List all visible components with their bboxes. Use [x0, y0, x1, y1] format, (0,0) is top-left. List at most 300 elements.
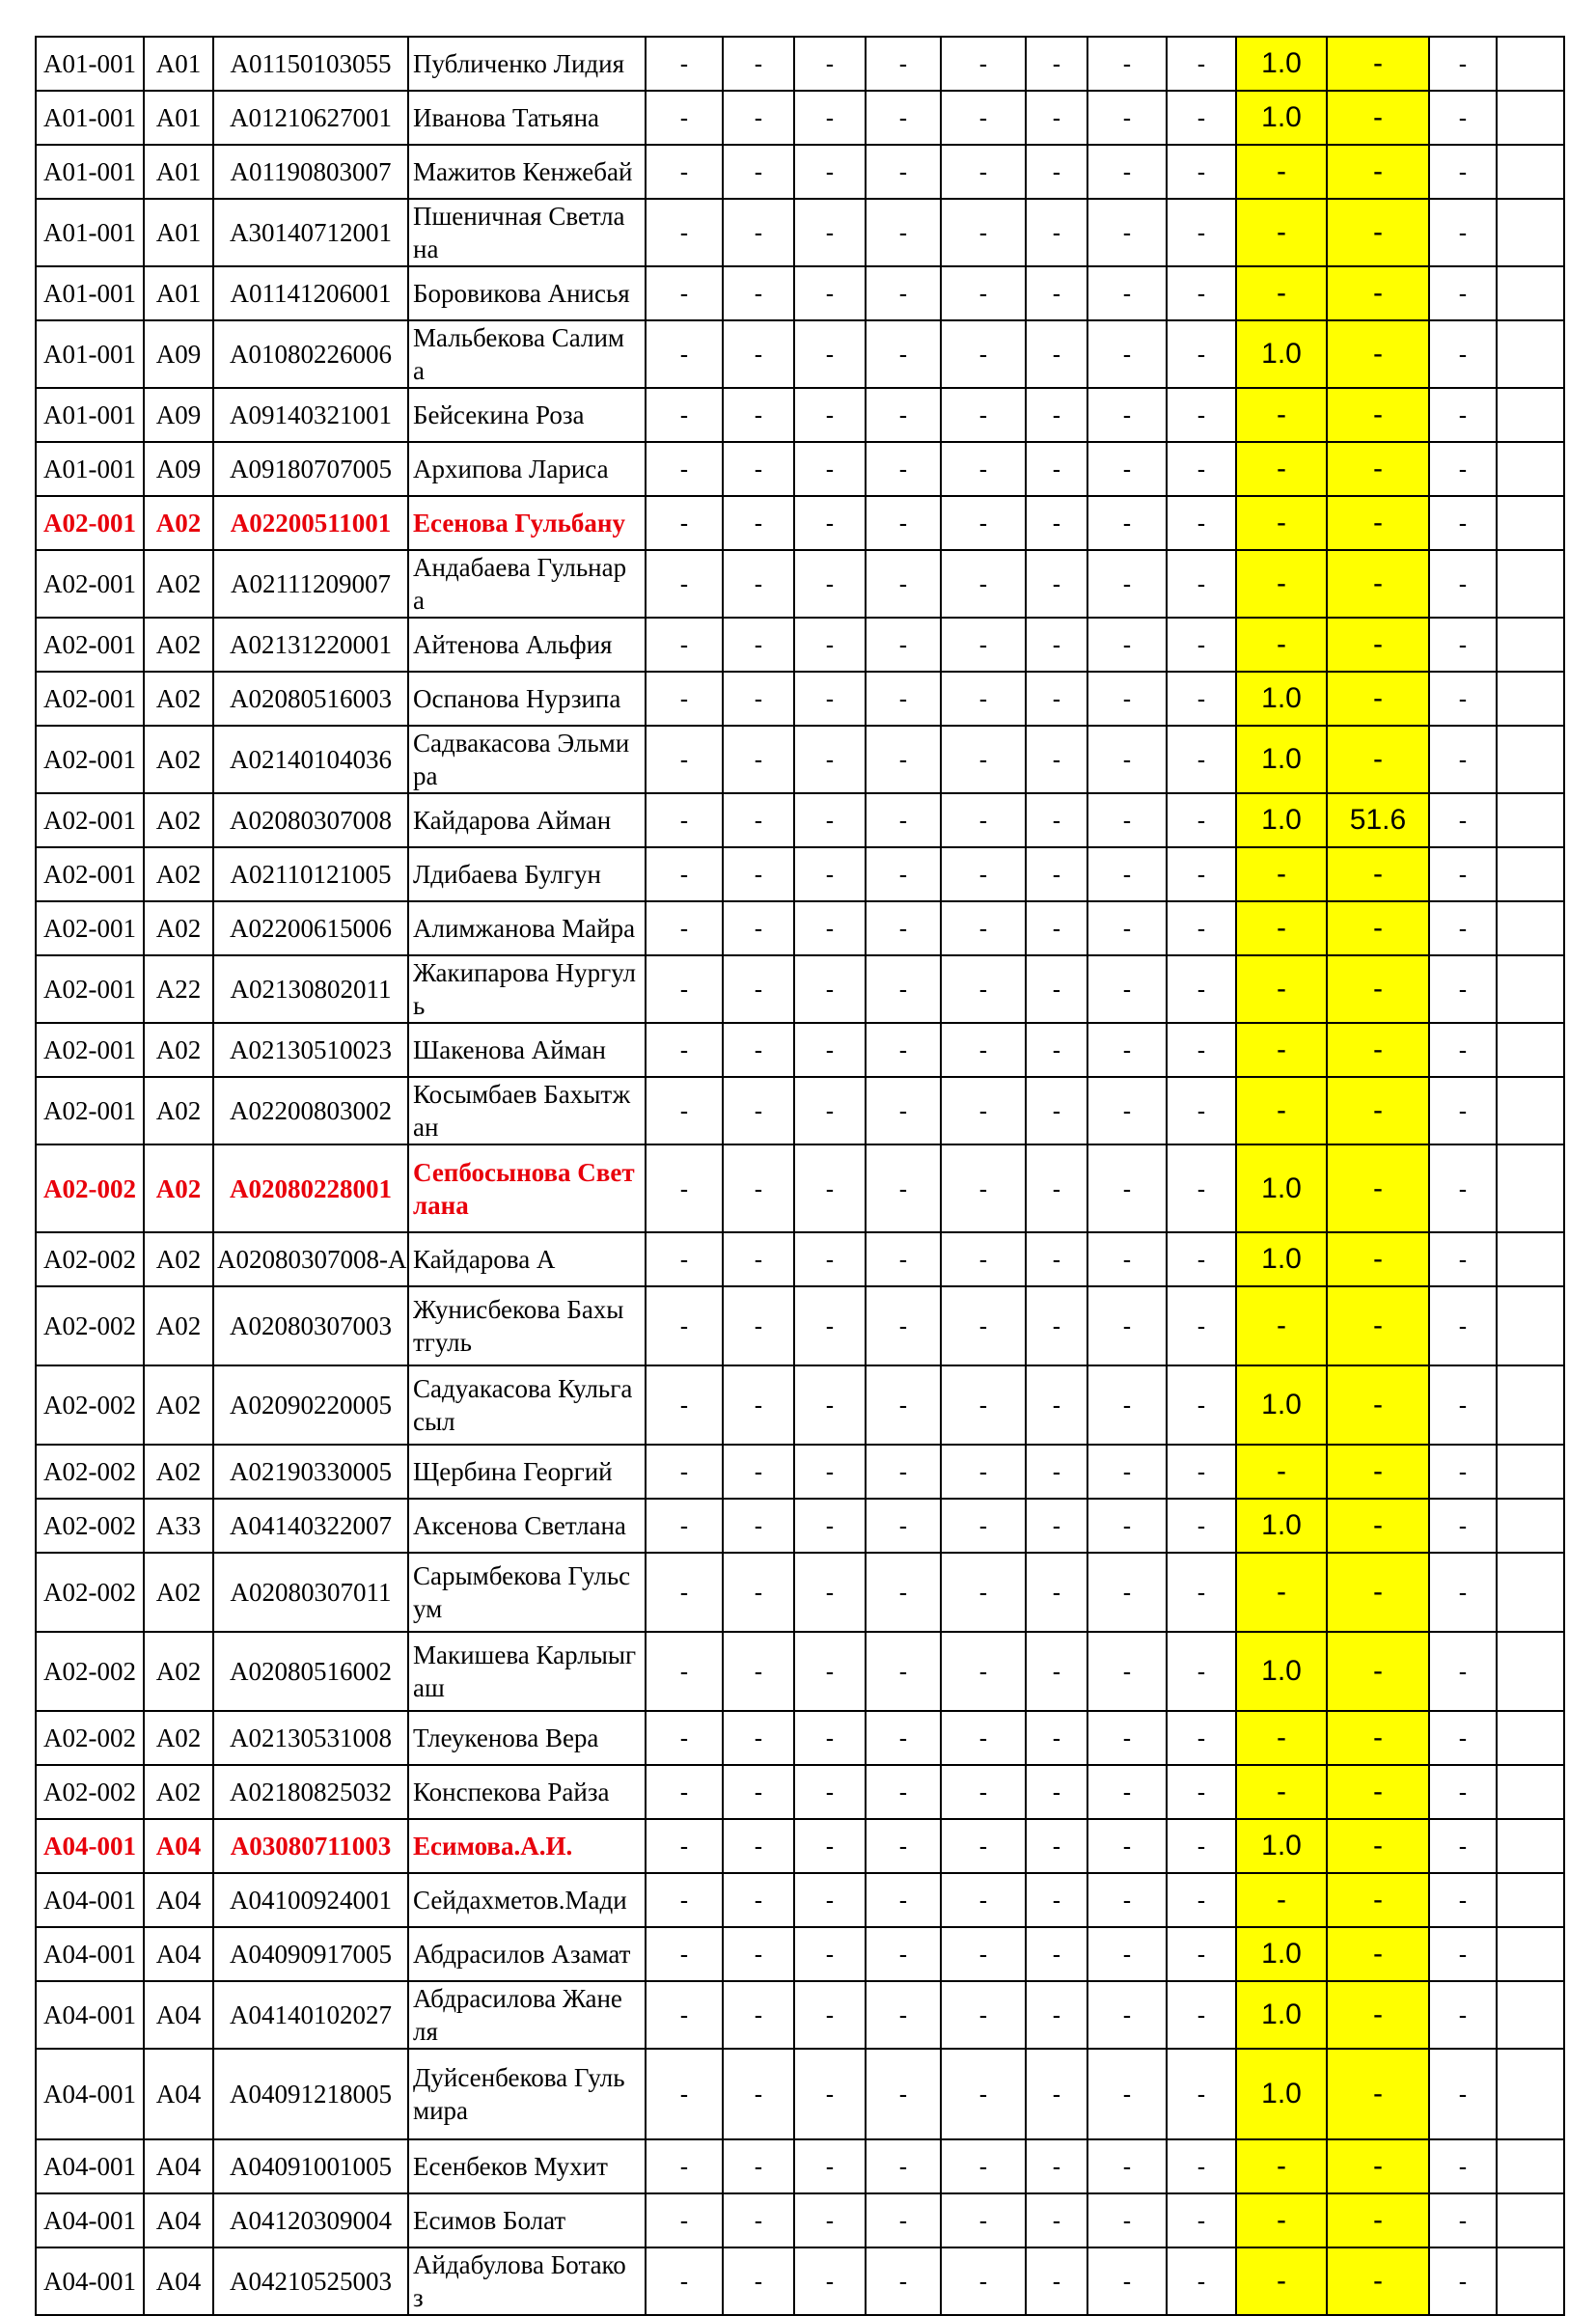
blank-cell — [1497, 199, 1564, 266]
group-code-cell: A02-002 — [36, 1553, 144, 1632]
empty-value-cell: - — [941, 37, 1026, 91]
person-name: Бейсекина Роза — [413, 400, 585, 429]
empty-value-cell: - — [1429, 2139, 1497, 2193]
empty-value-cell: - — [1087, 672, 1167, 726]
empty-value-cell: - — [941, 955, 1026, 1023]
empty-value-cell: - — [1026, 726, 1087, 793]
person-name-cell — [408, 672, 646, 726]
account-id-cell: A02080516002 — [213, 1632, 408, 1711]
empty-value-cell: - — [941, 1765, 1026, 1819]
empty-value-cell: - — [794, 618, 866, 672]
account-id-cell: A03080711003 — [213, 1819, 408, 1873]
empty-value-cell: - — [646, 199, 723, 266]
highlight-value-cell: - — [1327, 1286, 1429, 1365]
empty-value-cell: - — [1087, 1632, 1167, 1711]
account-id-cell: A01150103055 — [213, 37, 408, 91]
empty-value-cell: - — [723, 1077, 794, 1144]
empty-value-cell: - — [941, 1819, 1026, 1873]
person-name-cell — [408, 1819, 646, 1873]
empty-value-cell: - — [794, 901, 866, 955]
group-code-cell: A04-001 — [36, 1981, 144, 2049]
blank-cell — [1497, 266, 1564, 320]
blank-cell — [1497, 726, 1564, 793]
person-name: Есимов Болат — [413, 2206, 566, 2235]
empty-value-cell: - — [1026, 496, 1087, 550]
highlight-value-cell: - — [1236, 2247, 1327, 2315]
empty-value-cell: - — [866, 1765, 941, 1819]
highlight-value-cell: - — [1327, 1445, 1429, 1499]
empty-value-cell: - — [1026, 1077, 1087, 1144]
empty-value-cell: - — [1429, 550, 1497, 618]
empty-value-cell: - — [794, 37, 866, 91]
empty-value-cell: - — [794, 1632, 866, 1711]
empty-value-cell: - — [794, 496, 866, 550]
table-row — [36, 1499, 1564, 1553]
empty-value-cell: - — [866, 550, 941, 618]
empty-value-cell: - — [723, 37, 794, 91]
person-name-cell — [408, 1445, 646, 1499]
highlight-value-cell: - — [1236, 1873, 1327, 1927]
blank-cell — [1497, 1286, 1564, 1365]
highlight-value-cell: - — [1236, 1765, 1327, 1819]
empty-value-cell: - — [1167, 1499, 1236, 1553]
highlight-value-cell: - — [1236, 496, 1327, 550]
empty-value-cell: - — [1087, 1232, 1167, 1286]
empty-value-cell: - — [866, 2193, 941, 2247]
empty-value-cell: - — [723, 1711, 794, 1765]
branch-code-cell: A02 — [144, 1232, 213, 1286]
branch-code-cell: A02 — [144, 1023, 213, 1077]
blank-cell — [1497, 1445, 1564, 1499]
branch-code-cell: A02 — [144, 1445, 213, 1499]
empty-value-cell: - — [646, 2247, 723, 2315]
empty-value-cell: - — [723, 793, 794, 847]
group-code-cell: A04-001 — [36, 2139, 144, 2193]
account-id-cell: A02080516003 — [213, 672, 408, 726]
group-code-cell: A01-001 — [36, 388, 144, 442]
empty-value-cell: - — [646, 1023, 723, 1077]
highlight-value-cell: - — [1236, 1077, 1327, 1144]
empty-value-cell: - — [1429, 1232, 1497, 1286]
empty-value-cell: - — [1026, 550, 1087, 618]
highlight-value-cell: - — [1236, 1711, 1327, 1765]
empty-value-cell: - — [646, 1144, 723, 1232]
highlight-value-cell: - — [1327, 1765, 1429, 1819]
person-name-cell — [408, 1927, 646, 1981]
group-code-cell: A02-001 — [36, 550, 144, 618]
person-name: Садвакасова Эльми ра — [413, 729, 630, 790]
blank-cell — [1497, 618, 1564, 672]
empty-value-cell: - — [1087, 1023, 1167, 1077]
empty-value-cell: - — [1429, 1023, 1497, 1077]
empty-value-cell: - — [1429, 1765, 1497, 1819]
highlight-value-cell: - — [1236, 1023, 1327, 1077]
empty-value-cell: - — [646, 1365, 723, 1445]
empty-value-cell: - — [1167, 1765, 1236, 1819]
branch-code-cell: A02 — [144, 847, 213, 901]
person-name: Косымбаев Бахытж ан — [413, 1080, 631, 1142]
empty-value-cell: - — [866, 442, 941, 496]
branch-code-cell: A01 — [144, 91, 213, 145]
blank-cell — [1497, 388, 1564, 442]
empty-value-cell: - — [1087, 1286, 1167, 1365]
highlight-value-cell: - — [1327, 2049, 1429, 2139]
group-code-cell: A02-002 — [36, 1232, 144, 1286]
empty-value-cell: - — [941, 496, 1026, 550]
blank-cell — [1497, 91, 1564, 145]
branch-code-cell: A02 — [144, 1711, 213, 1765]
empty-value-cell: - — [1167, 320, 1236, 388]
empty-value-cell: - — [794, 672, 866, 726]
account-id-cell: A04091001005 — [213, 2139, 408, 2193]
empty-value-cell: - — [794, 91, 866, 145]
branch-code-cell: A02 — [144, 618, 213, 672]
empty-value-cell: - — [794, 2193, 866, 2247]
highlight-value-cell: - — [1327, 618, 1429, 672]
table-row — [36, 91, 1564, 145]
empty-value-cell: - — [1087, 1873, 1167, 1927]
blank-cell — [1497, 901, 1564, 955]
empty-value-cell: - — [723, 145, 794, 199]
empty-value-cell: - — [1429, 91, 1497, 145]
group-code-cell: A02-002 — [36, 1765, 144, 1819]
branch-code-cell: A02 — [144, 1632, 213, 1711]
group-code-cell: A02-001 — [36, 618, 144, 672]
table-row — [36, 1927, 1564, 1981]
branch-code-cell: A01 — [144, 199, 213, 266]
branch-code-cell: A04 — [144, 1981, 213, 2049]
empty-value-cell: - — [1167, 91, 1236, 145]
empty-value-cell: - — [646, 2193, 723, 2247]
empty-value-cell: - — [646, 847, 723, 901]
account-id-cell: A02130510023 — [213, 1023, 408, 1077]
empty-value-cell: - — [646, 793, 723, 847]
empty-value-cell: - — [866, 2139, 941, 2193]
group-code-cell: A04-001 — [36, 1819, 144, 1873]
empty-value-cell: - — [1026, 2247, 1087, 2315]
empty-value-cell: - — [794, 1023, 866, 1077]
blank-cell — [1497, 2247, 1564, 2315]
empty-value-cell: - — [646, 1232, 723, 1286]
person-name-cell — [408, 1023, 646, 1077]
empty-value-cell: - — [866, 1632, 941, 1711]
table-row — [36, 726, 1564, 793]
empty-value-cell: - — [1026, 618, 1087, 672]
empty-value-cell: - — [646, 145, 723, 199]
account-id-cell: A01210627001 — [213, 91, 408, 145]
empty-value-cell: - — [1087, 901, 1167, 955]
empty-value-cell: - — [1167, 1819, 1236, 1873]
empty-value-cell: - — [1026, 1765, 1087, 1819]
group-code-cell: A01-001 — [36, 91, 144, 145]
highlight-value-cell: - — [1236, 618, 1327, 672]
person-name-cell — [408, 320, 646, 388]
highlight-value-cell: 1.0 — [1236, 1927, 1327, 1981]
empty-value-cell: - — [723, 1981, 794, 2049]
person-name: Конспекова Райза — [413, 1778, 610, 1806]
highlight-value-cell: - — [1327, 1819, 1429, 1873]
highlight-value-cell: - — [1327, 1144, 1429, 1232]
highlight-value-cell: - — [1236, 145, 1327, 199]
empty-value-cell: - — [794, 1232, 866, 1286]
table-row — [36, 496, 1564, 550]
empty-value-cell: - — [1087, 1711, 1167, 1765]
empty-value-cell: - — [646, 1632, 723, 1711]
account-id-cell: A02080307008 — [213, 793, 408, 847]
person-name-cell — [408, 496, 646, 550]
highlight-value-cell: - — [1327, 442, 1429, 496]
empty-value-cell: - — [646, 2049, 723, 2139]
empty-value-cell: - — [794, 2247, 866, 2315]
empty-value-cell: - — [941, 618, 1026, 672]
person-name: Есенова Гульбану — [413, 509, 625, 538]
empty-value-cell: - — [723, 1632, 794, 1711]
empty-value-cell: - — [794, 320, 866, 388]
person-name-cell — [408, 1553, 646, 1632]
branch-code-cell: A02 — [144, 1144, 213, 1232]
empty-value-cell: - — [794, 1499, 866, 1553]
highlight-value-cell: - — [1327, 1873, 1429, 1927]
person-name-cell — [408, 1711, 646, 1765]
account-id-cell: A02200615006 — [213, 901, 408, 955]
empty-value-cell: - — [1087, 2049, 1167, 2139]
person-name-cell — [408, 955, 646, 1023]
table-row — [36, 2139, 1564, 2193]
empty-value-cell: - — [1429, 793, 1497, 847]
group-code-cell: A02-002 — [36, 1445, 144, 1499]
empty-value-cell: - — [1087, 1144, 1167, 1232]
table-row — [36, 320, 1564, 388]
empty-value-cell: - — [1167, 793, 1236, 847]
empty-value-cell: - — [1429, 2049, 1497, 2139]
blank-cell — [1497, 672, 1564, 726]
empty-value-cell: - — [794, 550, 866, 618]
person-name: Кайдарова Айман — [413, 806, 612, 835]
account-id-cell: A02190330005 — [213, 1445, 408, 1499]
person-name-cell — [408, 1077, 646, 1144]
empty-value-cell: - — [794, 199, 866, 266]
blank-cell — [1497, 793, 1564, 847]
person-name: Боровикова Анисья — [413, 279, 630, 308]
empty-value-cell: - — [1429, 1499, 1497, 1553]
empty-value-cell: - — [1026, 1286, 1087, 1365]
empty-value-cell: - — [723, 1553, 794, 1632]
empty-value-cell: - — [1026, 2049, 1087, 2139]
branch-code-cell: A02 — [144, 1286, 213, 1365]
account-id-cell: A01190803007 — [213, 145, 408, 199]
empty-value-cell: - — [794, 793, 866, 847]
blank-cell — [1497, 1981, 1564, 2049]
empty-value-cell: - — [1429, 1077, 1497, 1144]
highlight-value-cell: - — [1236, 2139, 1327, 2193]
empty-value-cell: - — [1429, 672, 1497, 726]
empty-value-cell: - — [1026, 793, 1087, 847]
empty-value-cell: - — [723, 1819, 794, 1873]
highlight-value-cell: - — [1327, 901, 1429, 955]
person-name-cell — [408, 847, 646, 901]
account-id-cell: A30140712001 — [213, 199, 408, 266]
table-row — [36, 1144, 1564, 1232]
group-code-cell: A02-001 — [36, 955, 144, 1023]
table-row — [36, 388, 1564, 442]
empty-value-cell: - — [941, 1711, 1026, 1765]
branch-code-cell: A02 — [144, 672, 213, 726]
group-code-cell: A04-001 — [36, 2049, 144, 2139]
highlight-value-cell: 1.0 — [1236, 91, 1327, 145]
person-name: Макишева Карлыыг аш — [413, 1640, 637, 1702]
empty-value-cell: - — [1087, 442, 1167, 496]
empty-value-cell: - — [1087, 618, 1167, 672]
empty-value-cell: - — [1087, 847, 1167, 901]
account-id-cell: A02130531008 — [213, 1711, 408, 1765]
highlight-value-cell: - — [1327, 550, 1429, 618]
highlight-value-cell: - — [1327, 1023, 1429, 1077]
highlight-value-cell: 1.0 — [1236, 793, 1327, 847]
blank-cell — [1497, 145, 1564, 199]
empty-value-cell: - — [1026, 1232, 1087, 1286]
table-row — [36, 2193, 1564, 2247]
empty-value-cell: - — [1167, 199, 1236, 266]
person-name: Кайдарова А — [413, 1245, 556, 1274]
table-row — [36, 672, 1564, 726]
empty-value-cell: - — [866, 1445, 941, 1499]
person-name-cell — [408, 37, 646, 91]
branch-code-cell: A01 — [144, 37, 213, 91]
empty-value-cell: - — [941, 145, 1026, 199]
empty-value-cell: - — [1087, 320, 1167, 388]
person-name: Алимжанова Майра — [413, 914, 636, 943]
empty-value-cell: - — [941, 550, 1026, 618]
empty-value-cell: - — [941, 1499, 1026, 1553]
table-row — [36, 1765, 1564, 1819]
group-code-cell: A04-001 — [36, 1873, 144, 1927]
highlight-value-cell: 1.0 — [1236, 320, 1327, 388]
account-id-cell: A02131220001 — [213, 618, 408, 672]
empty-value-cell: - — [1429, 1286, 1497, 1365]
person-name-cell — [408, 1232, 646, 1286]
person-name: Оспанова Нурзипа — [413, 684, 621, 713]
empty-value-cell: - — [1026, 145, 1087, 199]
highlight-value-cell: - — [1327, 1232, 1429, 1286]
empty-value-cell: - — [1167, 2049, 1236, 2139]
highlight-value-cell: 1.0 — [1236, 1632, 1327, 1711]
empty-value-cell: - — [646, 91, 723, 145]
group-code-cell: A02-001 — [36, 672, 144, 726]
empty-value-cell: - — [1026, 320, 1087, 388]
branch-code-cell: A04 — [144, 2193, 213, 2247]
empty-value-cell: - — [1026, 1144, 1087, 1232]
person-name-cell — [408, 1873, 646, 1927]
blank-cell — [1497, 1632, 1564, 1711]
account-id-cell: A02110121005 — [213, 847, 408, 901]
account-id-cell: A02200511001 — [213, 496, 408, 550]
person-name: Абдрасилова Жане ля — [413, 1984, 622, 2046]
branch-code-cell: A04 — [144, 2247, 213, 2315]
empty-value-cell: - — [794, 1765, 866, 1819]
empty-value-cell: - — [723, 496, 794, 550]
empty-value-cell: - — [723, 2049, 794, 2139]
account-id-cell: A02080307008-A — [213, 1232, 408, 1286]
account-id-cell: A04091218005 — [213, 2049, 408, 2139]
group-code-cell: A02-001 — [36, 793, 144, 847]
empty-value-cell: - — [1167, 2139, 1236, 2193]
person-name: Айтенова Альфия — [413, 630, 613, 659]
branch-code-cell: A02 — [144, 793, 213, 847]
empty-value-cell: - — [723, 550, 794, 618]
branch-code-cell: A04 — [144, 1873, 213, 1927]
empty-value-cell: - — [1026, 91, 1087, 145]
empty-value-cell: - — [723, 1365, 794, 1445]
account-id-cell: A02111209007 — [213, 550, 408, 618]
highlight-value-cell: - — [1236, 442, 1327, 496]
empty-value-cell: - — [941, 1286, 1026, 1365]
empty-value-cell: - — [941, 793, 1026, 847]
table-row — [36, 955, 1564, 1023]
highlight-value-cell: - — [1327, 320, 1429, 388]
empty-value-cell: - — [941, 901, 1026, 955]
highlight-value-cell: - — [1236, 901, 1327, 955]
person-name: Сарымбекова Гульс ум — [413, 1561, 631, 1623]
account-id-cell: A09140321001 — [213, 388, 408, 442]
empty-value-cell: - — [723, 2247, 794, 2315]
empty-value-cell: - — [866, 618, 941, 672]
branch-code-cell: A01 — [144, 145, 213, 199]
empty-value-cell: - — [646, 726, 723, 793]
empty-value-cell: - — [1167, 37, 1236, 91]
empty-value-cell: - — [941, 672, 1026, 726]
empty-value-cell: - — [941, 320, 1026, 388]
empty-value-cell: - — [1026, 1981, 1087, 2049]
empty-value-cell: - — [646, 1077, 723, 1144]
empty-value-cell: - — [794, 847, 866, 901]
group-code-cell: A02-002 — [36, 1286, 144, 1365]
empty-value-cell: - — [794, 2139, 866, 2193]
empty-value-cell: - — [1429, 1711, 1497, 1765]
person-name-cell — [408, 2049, 646, 2139]
empty-value-cell: - — [1429, 901, 1497, 955]
highlight-value-cell: - — [1327, 672, 1429, 726]
empty-value-cell: - — [1167, 955, 1236, 1023]
account-id-cell: A02080228001 — [213, 1144, 408, 1232]
branch-code-cell: A04 — [144, 2049, 213, 2139]
empty-value-cell: - — [646, 1981, 723, 2049]
empty-value-cell: - — [941, 199, 1026, 266]
empty-value-cell: - — [723, 1873, 794, 1927]
branch-code-cell: A22 — [144, 955, 213, 1023]
group-code-cell: A02-002 — [36, 1499, 144, 1553]
highlight-value-cell: 1.0 — [1236, 2049, 1327, 2139]
empty-value-cell: - — [1167, 1445, 1236, 1499]
empty-value-cell: - — [1429, 726, 1497, 793]
group-code-cell: A02-001 — [36, 901, 144, 955]
blank-cell — [1497, 1765, 1564, 1819]
group-code-cell: A02-001 — [36, 1077, 144, 1144]
group-code-cell: A02-001 — [36, 496, 144, 550]
empty-value-cell: - — [646, 550, 723, 618]
account-id-cell: A04120309004 — [213, 2193, 408, 2247]
branch-code-cell: A02 — [144, 1365, 213, 1445]
branch-code-cell: A02 — [144, 726, 213, 793]
empty-value-cell: - — [1167, 145, 1236, 199]
person-name: Аксенова Светлана — [413, 1511, 626, 1540]
empty-value-cell: - — [723, 847, 794, 901]
empty-value-cell: - — [941, 726, 1026, 793]
group-code-cell: A04-001 — [36, 1927, 144, 1981]
table-row — [36, 1711, 1564, 1765]
empty-value-cell: - — [723, 266, 794, 320]
empty-value-cell: - — [941, 1144, 1026, 1232]
person-name-cell — [408, 1981, 646, 2049]
